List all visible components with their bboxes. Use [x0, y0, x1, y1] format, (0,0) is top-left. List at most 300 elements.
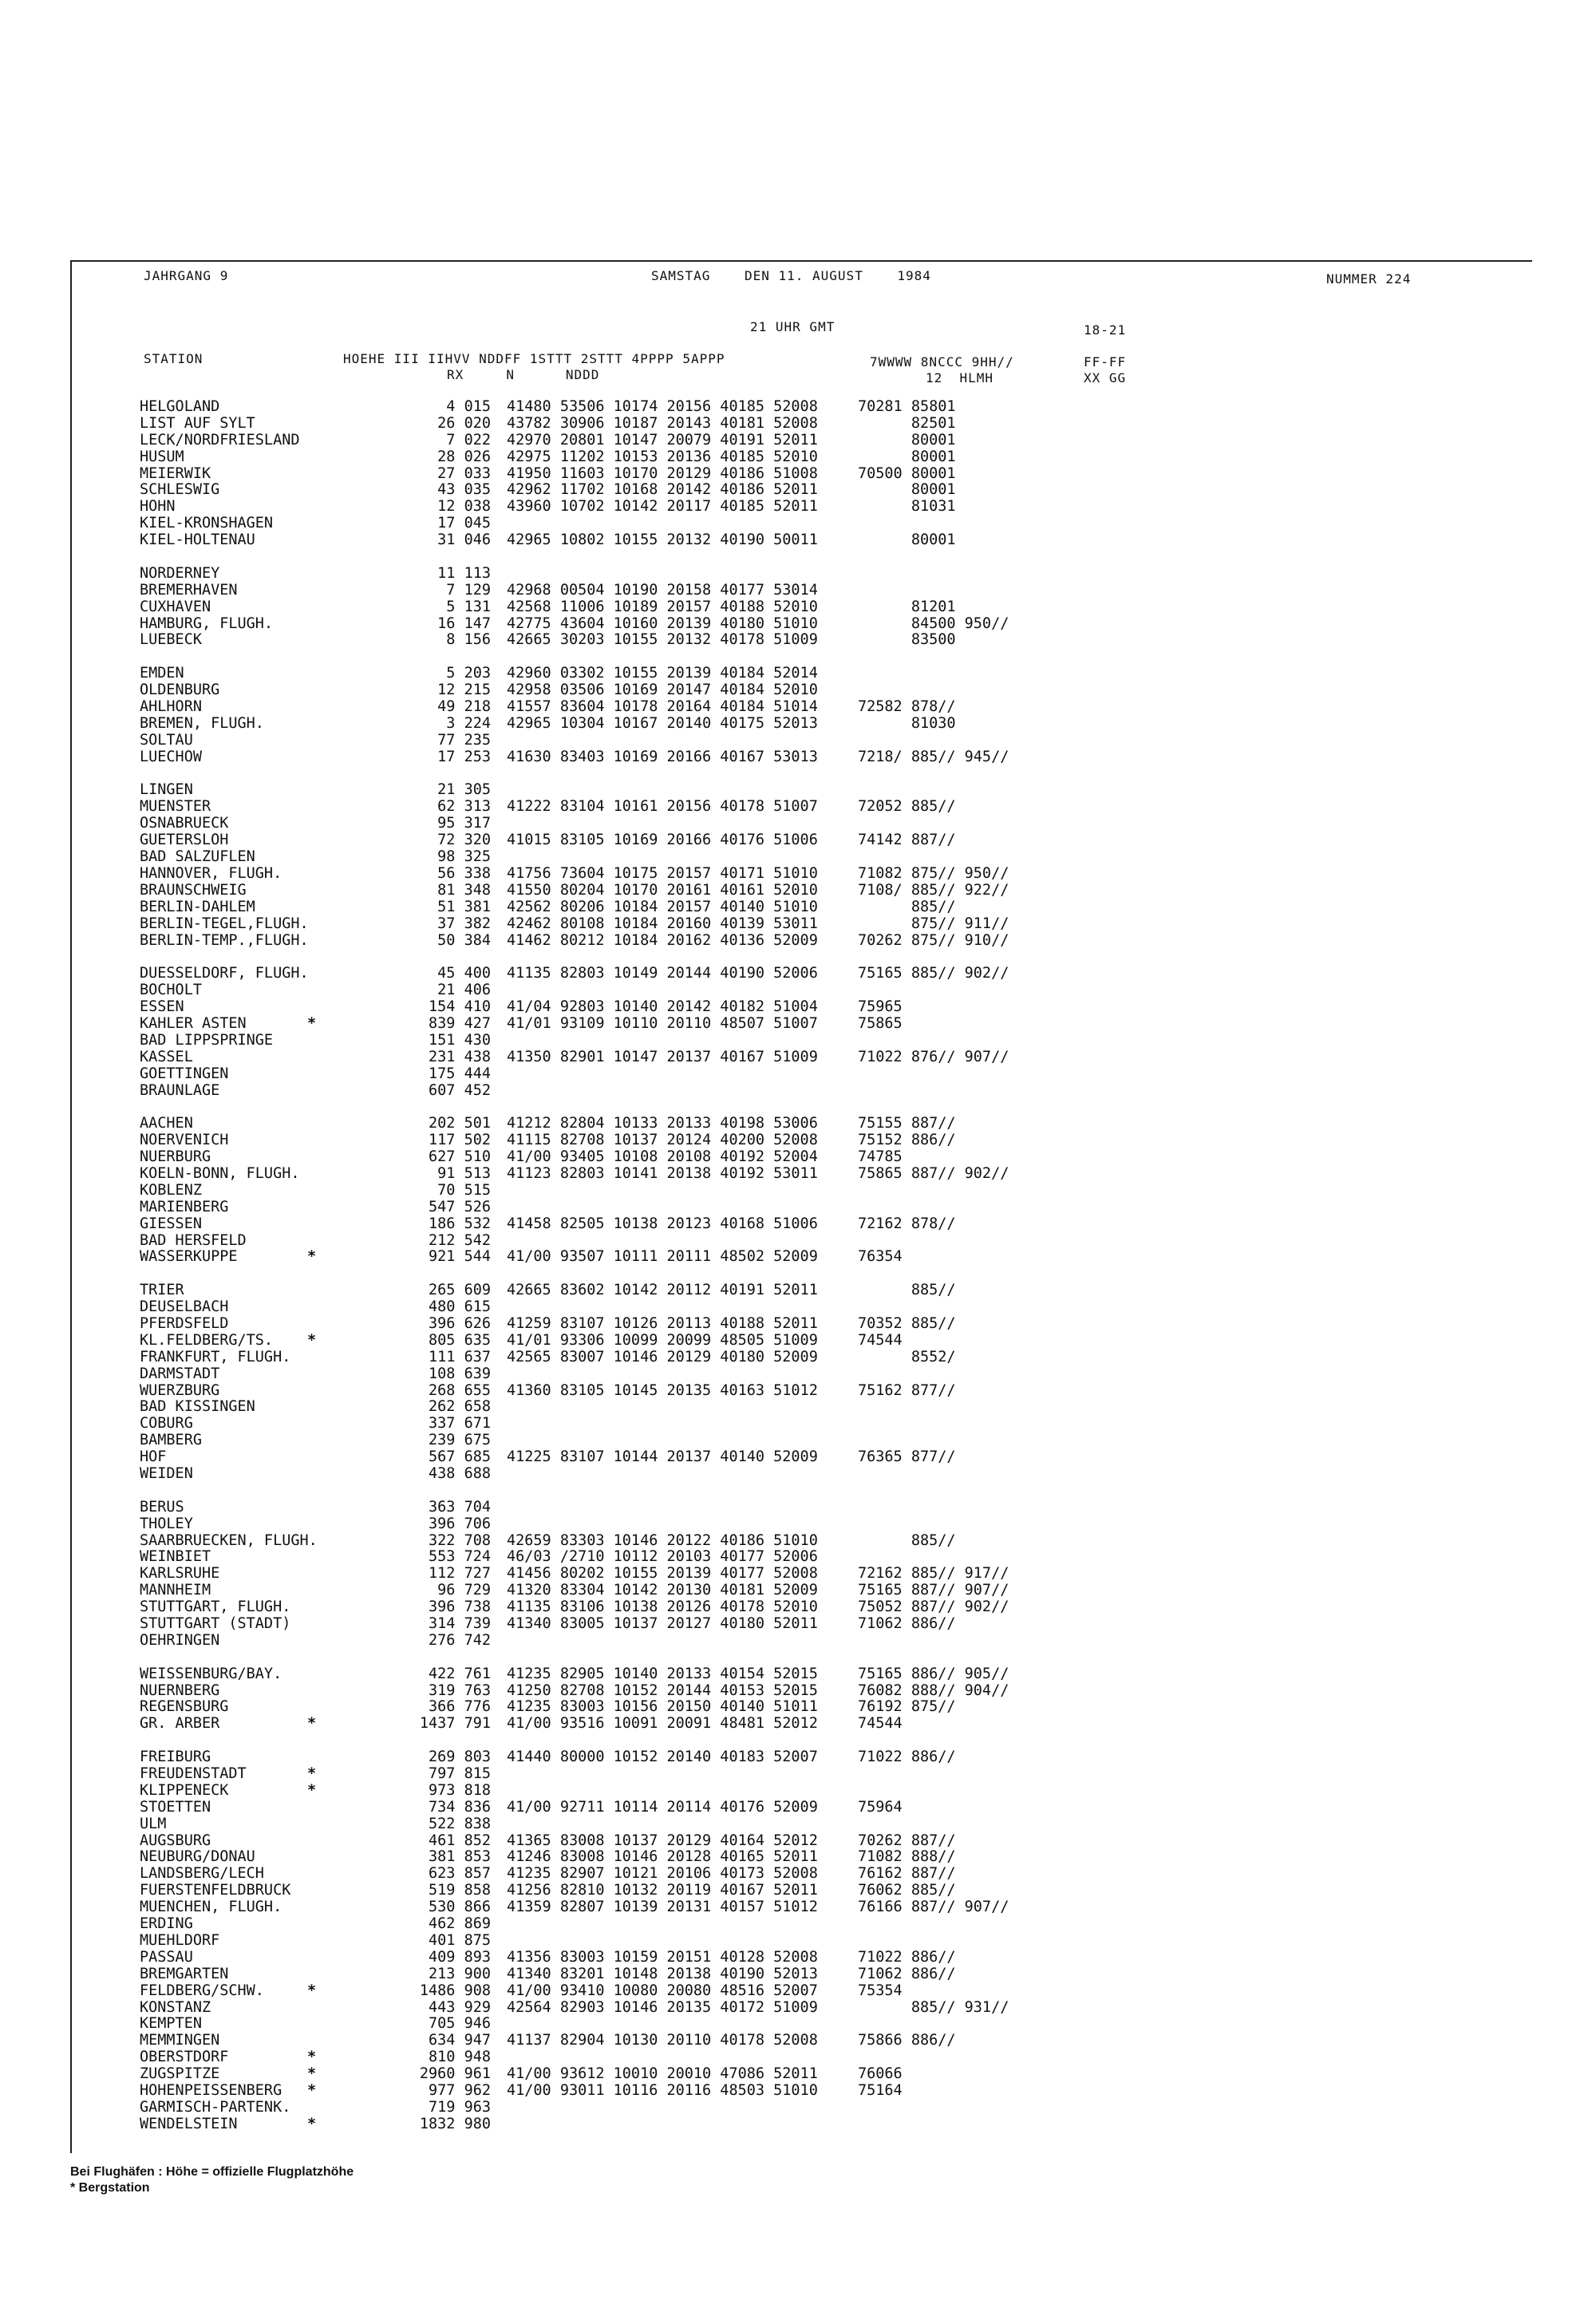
- extra-groups: 80001: [858, 481, 956, 499]
- station-height-and-number: 265 609: [429, 1282, 491, 1299]
- station-height-and-number: 151 430: [429, 1031, 491, 1049]
- station-height-and-number: 337 671: [429, 1415, 491, 1433]
- synop-groups: 41320 83304 10142 20130 40181 52009: [507, 1582, 818, 1599]
- extra-groups: 75865: [858, 1014, 903, 1032]
- station-height-and-number: 7 022: [446, 431, 491, 449]
- extra-groups: 70281 85801: [858, 398, 956, 415]
- station-name: HOHENPEISSENBERG: [140, 2081, 282, 2099]
- extra-groups: 74544: [858, 1715, 903, 1733]
- synop-groups: 42960 03302 10155 20139 40184 52014: [507, 665, 818, 682]
- station-height-and-number: 26 020: [437, 414, 491, 432]
- extra-groups: 70352 885//: [858, 1314, 956, 1332]
- synop-groups: 46/03 /2710 10112 20103 40177 52006: [507, 1548, 818, 1566]
- station-height-and-number: 11 113: [437, 564, 491, 582]
- issue-number: NUMMER 224: [1326, 271, 1412, 287]
- extra-groups: 71062 886//: [858, 1615, 956, 1633]
- station-name: MEMMINGEN: [140, 2032, 220, 2049]
- synop-groups: 41360 83105 10145 20135 40163 51012: [507, 1381, 818, 1399]
- station-name: NEUBURG/DONAU: [140, 1848, 255, 1866]
- ff-range: 18-21: [1084, 322, 1127, 338]
- extra-groups: 70262 875// 910//: [858, 931, 1009, 949]
- station-height-and-number: 1437 791: [419, 1715, 491, 1733]
- synop-groups: 42564 82903 10146 20135 40172 51009: [507, 1998, 818, 2016]
- extra-groups: 75865 887// 902//: [858, 1164, 1009, 1182]
- synop-groups: 41350 82901 10147 20137 40167 51009: [507, 1048, 818, 1065]
- station-height-and-number: 21 406: [437, 982, 491, 999]
- station-name: KOBLENZ: [140, 1181, 202, 1199]
- station-name: KIEL-HOLTENAU: [140, 532, 255, 549]
- synop-groups: 41135 83106 10138 20126 40178 52010: [507, 1599, 818, 1616]
- synop-groups: 41123 82803 10141 20138 40192 53011: [507, 1164, 818, 1182]
- station-height-and-number: 5 131: [446, 598, 491, 615]
- station-height-and-number: 519 858: [429, 1882, 491, 1899]
- extra-groups: 76066: [858, 2065, 903, 2083]
- station-height-and-number: 239 675: [429, 1432, 491, 1449]
- station-height-and-number: 77 235: [437, 731, 491, 749]
- station-name: MUENCHEN, FLUGH.: [140, 1899, 282, 1916]
- station-height-and-number: 4 015: [446, 398, 491, 415]
- station-height-and-number: 396 706: [429, 1515, 491, 1532]
- station-height-and-number: 21 305: [437, 781, 491, 799]
- station-height-and-number: 72 320: [437, 832, 491, 849]
- extra-groups: 75354: [858, 1982, 903, 1999]
- synop-groups: 41356 83003 10159 20151 40128 52008: [507, 1948, 818, 1966]
- synop-groups: 42562 80206 10184 20157 40140 51010: [507, 898, 818, 915]
- station-name: FREIBURG: [140, 1749, 211, 1766]
- date-label: SAMSTAG DEN 11. AUGUST 1984: [651, 268, 931, 283]
- station-name: LINGEN: [140, 781, 193, 799]
- station-height-and-number: 805 635: [429, 1331, 491, 1349]
- column-main-header: HOEHE III IIHVV NDDFF 1STTT 2STTT 4PPPP 5APPP: [343, 351, 725, 366]
- mountain-station-marker: *: [307, 1765, 317, 1783]
- synop-groups: 41235 83003 10156 20150 40140 51011: [507, 1698, 818, 1716]
- station-name: WEISSENBURG/BAY.: [140, 1665, 282, 1682]
- station-name: PFERDSFELD: [140, 1314, 229, 1332]
- station-height-and-number: 2960 961: [419, 2065, 491, 2083]
- station-name: ERDING: [140, 1915, 193, 1933]
- extra-groups: 72052 885//: [858, 798, 956, 816]
- station-name: GARMISCH-PARTENK.: [140, 2098, 291, 2116]
- station-height-and-number: 268 655: [429, 1381, 491, 1399]
- station-height-and-number: 262 658: [429, 1398, 491, 1416]
- synop-groups: 41135 82803 10149 20144 40190 52006: [507, 965, 818, 982]
- station-name: HOF: [140, 1448, 167, 1466]
- station-name: NUERNBERG: [140, 1682, 220, 1699]
- synop-groups: 41359 82807 10139 20131 40157 51012: [507, 1899, 818, 1916]
- station-name: KASSEL: [140, 1048, 193, 1065]
- extra-groups: 76365 877//: [858, 1448, 956, 1466]
- station-name: KOELN-BONN, FLUGH.: [140, 1164, 300, 1182]
- synop-groups: 42975 11202 10153 20136 40185 52010: [507, 448, 818, 465]
- extra-groups: 75165 887// 907//: [858, 1582, 1009, 1599]
- extra-groups: 80001: [858, 431, 956, 449]
- station-height-and-number: 634 947: [429, 2032, 491, 2049]
- station-name: OLDENBURG: [140, 682, 220, 699]
- station-name: HELGOLAND: [140, 398, 220, 415]
- station-name: BERLIN-TEMP.,FLUGH.: [140, 931, 309, 949]
- synop-groups: 41/01 93109 10110 20110 48507 51007: [507, 1014, 818, 1032]
- station-name: GIESSEN: [140, 1215, 202, 1232]
- synop-groups: 41246 83008 10146 20128 40165 52011: [507, 1848, 818, 1866]
- station-name: MUENSTER: [140, 798, 211, 816]
- extra-groups: 81031: [858, 498, 956, 516]
- station-name: KARLSRUHE: [140, 1565, 220, 1583]
- column-station-header: STATION: [144, 351, 203, 366]
- jahrgang-label: JAHRGANG 9: [144, 268, 229, 283]
- station-height-and-number: 461 852: [429, 1832, 491, 1849]
- extra-groups: 72582 878//: [858, 698, 956, 716]
- synop-groups: 42659 83303 10146 20122 40186 51010: [507, 1531, 818, 1549]
- station-height-and-number: 154 410: [429, 998, 491, 1016]
- extra-groups: 75152 886//: [858, 1132, 956, 1149]
- station-height-and-number: 1486 908: [419, 1982, 491, 1999]
- footnote-airport-height: Bei Flughäfen : Höhe = offizielle Flugplatzhöhe: [70, 2165, 354, 2179]
- synop-groups: 41630 83403 10169 20166 40167 53013: [507, 748, 818, 765]
- extra-groups: 75052 887// 902//: [858, 1599, 1009, 1616]
- station-height-and-number: 43 035: [437, 481, 491, 499]
- station-name: WENDELSTEIN: [140, 2115, 238, 2132]
- station-name: AACHEN: [140, 1115, 193, 1132]
- station-height-and-number: 45 400: [437, 965, 491, 982]
- station-height-and-number: 607 452: [429, 1081, 491, 1099]
- station-height-and-number: 12 038: [437, 498, 491, 516]
- mountain-station-marker: *: [307, 1781, 317, 1799]
- station-height-and-number: 7 129: [446, 581, 491, 599]
- station-height-and-number: 480 615: [429, 1298, 491, 1316]
- station-name: LECK/NORDFRIESLAND: [140, 431, 300, 449]
- station-height-and-number: 797 815: [429, 1765, 491, 1783]
- station-name: DEUSELBACH: [140, 1298, 229, 1316]
- station-height-and-number: 62 313: [437, 798, 491, 816]
- synop-groups: 41/04 92803 10140 20142 40182 51004: [507, 998, 818, 1016]
- station-height-and-number: 396 626: [429, 1314, 491, 1332]
- station-height-and-number: 921 544: [429, 1248, 491, 1266]
- station-height-and-number: 175 444: [429, 1065, 491, 1082]
- station-height-and-number: 977 962: [429, 2081, 491, 2099]
- synop-groups: 41250 82708 10152 20144 40153 52015: [507, 1682, 818, 1699]
- extra-groups: 8552/: [858, 1348, 956, 1365]
- station-name: NOERVENICH: [140, 1132, 229, 1149]
- synop-groups: 42958 03506 10169 20147 40184 52010: [507, 682, 818, 699]
- station-height-and-number: 213 900: [429, 1965, 491, 1982]
- station-name: STUTTGART (STADT): [140, 1615, 291, 1633]
- extra-groups: 71062 886//: [858, 1965, 956, 1982]
- station-name: BREMEN, FLUGH.: [140, 714, 264, 732]
- station-name: DUESSELDORF, FLUGH.: [140, 965, 309, 982]
- station-height-and-number: 186 532: [429, 1215, 491, 1232]
- extra-groups: 885//: [858, 898, 956, 915]
- station-name: STOETTEN: [140, 1798, 211, 1816]
- station-height-and-number: 314 739: [429, 1615, 491, 1633]
- station-name: OEHRINGEN: [140, 1631, 220, 1649]
- extra-groups: 80001: [858, 448, 956, 465]
- station-height-and-number: 81 348: [437, 881, 491, 899]
- station-height-and-number: 734 836: [429, 1798, 491, 1816]
- extra-groups: 75164: [858, 2081, 903, 2099]
- station-name: DARMSTADT: [140, 1365, 220, 1382]
- column-ff-header: FF-FF: [1084, 354, 1127, 370]
- station-name: ZUGSPITZE: [140, 2065, 220, 2083]
- station-height-and-number: 117 502: [429, 1132, 491, 1149]
- station-height-and-number: 112 727: [429, 1565, 491, 1583]
- station-height-and-number: 810 948: [429, 2049, 491, 2066]
- station-name: NUERBURG: [140, 1148, 211, 1166]
- synop-groups: 43960 10702 10142 20117 40185 52011: [507, 498, 818, 516]
- station-name: MARIENBERG: [140, 1198, 229, 1215]
- extra-groups: 80001: [858, 532, 956, 549]
- station-name: WASSERKUPPE: [140, 1248, 238, 1266]
- synop-groups: 41/00 92711 10114 20114 40176 52009: [507, 1798, 818, 1816]
- station-height-and-number: 108 639: [429, 1365, 491, 1382]
- extra-groups: 74142 887//: [858, 832, 956, 849]
- synop-groups: 41458 82505 10138 20123 40168 51006: [507, 1215, 818, 1232]
- station-height-and-number: 839 427: [429, 1014, 491, 1032]
- station-name: GR. ARBER: [140, 1715, 220, 1733]
- station-height-and-number: 17 045: [437, 515, 491, 532]
- synop-groups: 42565 83007 10146 20129 40180 52009: [507, 1348, 818, 1365]
- extra-groups: 71022 886//: [858, 1749, 956, 1766]
- station-name: WEIDEN: [140, 1465, 193, 1482]
- station-name: GUETERSLOH: [140, 832, 229, 849]
- synop-groups: 41/00 93410 10080 20080 48516 52007: [507, 1982, 818, 1999]
- station-height-and-number: 98 325: [437, 848, 491, 866]
- synop-groups: 41235 82907 10121 20106 40173 52008: [507, 1865, 818, 1883]
- synop-groups: 41/00 93507 10111 20111 48502 52009: [507, 1248, 818, 1266]
- station-height-and-number: 973 818: [429, 1781, 491, 1799]
- station-name: LUEBECK: [140, 631, 202, 649]
- station-name: KONSTANZ: [140, 1998, 211, 2016]
- synop-groups: 41212 82804 10133 20133 40198 53006: [507, 1115, 818, 1132]
- synop-groups: 41440 80000 10152 20140 40183 52007: [507, 1749, 818, 1766]
- station-name: AHLHORN: [140, 698, 202, 716]
- station-height-and-number: 401 875: [429, 1931, 491, 1949]
- mountain-station-marker: *: [307, 2065, 317, 2083]
- station-height-and-number: 28 026: [437, 448, 491, 465]
- synop-groups: 41225 83107 10144 20137 40140 52009: [507, 1448, 818, 1466]
- synop-groups: 41365 83008 10137 20129 40164 52012: [507, 1832, 818, 1849]
- station-height-and-number: 12 215: [437, 682, 491, 699]
- extra-groups: 76082 888// 904//: [858, 1682, 1009, 1699]
- mountain-station-marker: *: [307, 1248, 317, 1266]
- station-name: BRAUNSCHWEIG: [140, 881, 247, 899]
- synop-groups: 41256 82810 10132 20119 40167 52011: [507, 1882, 818, 1899]
- extra-groups: 74785: [858, 1148, 903, 1166]
- synop-groups: 42965 10802 10155 20132 40190 50011: [507, 532, 818, 549]
- synop-groups: 41340 83201 10148 20138 40190 52013: [507, 1965, 818, 1982]
- station-height-and-number: 269 803: [429, 1749, 491, 1766]
- column-ff-subheader: XX GG: [1084, 370, 1127, 385]
- extra-groups: 75165 886// 905//: [858, 1665, 1009, 1682]
- column-ext-subheader: 12 HLMH: [926, 370, 994, 385]
- mountain-station-marker: *: [307, 2049, 317, 2066]
- station-height-and-number: 1832 980: [419, 2115, 491, 2132]
- station-name: GOETTINGEN: [140, 1065, 229, 1082]
- station-name: HOHN: [140, 498, 176, 516]
- station-height-and-number: 16 147: [437, 615, 491, 632]
- synop-groups: 41/00 93011 10116 20116 48503 51010: [507, 2081, 818, 2099]
- station-name: KEMPTEN: [140, 2015, 202, 2033]
- station-name: BAD HERSFELD: [140, 1231, 247, 1249]
- synop-groups: 41137 82904 10130 20110 40178 52008: [507, 2032, 818, 2049]
- synop-groups: 42968 00504 10190 20158 40177 53014: [507, 581, 818, 599]
- station-height-and-number: 381 853: [429, 1848, 491, 1866]
- station-name: BAD SALZUFLEN: [140, 848, 255, 866]
- extra-groups: 72162 885// 917//: [858, 1565, 1009, 1583]
- station-name: SOLTAU: [140, 731, 193, 749]
- synop-groups: 41550 80204 10170 20161 40161 52010: [507, 881, 818, 899]
- station-name: THOLEY: [140, 1515, 193, 1532]
- station-name: LANDSBERG/LECH: [140, 1865, 264, 1883]
- station-height-and-number: 8 156: [446, 631, 491, 649]
- extra-groups: 7108/ 885// 922//: [858, 881, 1009, 899]
- station-height-and-number: 422 761: [429, 1665, 491, 1682]
- extra-groups: 74544: [858, 1331, 903, 1349]
- extra-groups: 82501: [858, 414, 956, 432]
- station-name: FELDBERG/SCHW.: [140, 1982, 264, 1999]
- station-name: PASSAU: [140, 1948, 193, 1966]
- extra-groups: 76354: [858, 1248, 903, 1266]
- station-name: LIST AUF SYLT: [140, 414, 255, 432]
- station-height-and-number: 212 542: [429, 1231, 491, 1249]
- station-name: STUTTGART, FLUGH.: [140, 1599, 291, 1616]
- station-name: OBERSTDORF: [140, 2049, 229, 2066]
- synop-groups: 41/00 93516 10091 20091 48481 52012: [507, 1715, 818, 1733]
- station-height-and-number: 705 946: [429, 2015, 491, 2033]
- extra-groups: 75165 885// 902//: [858, 965, 1009, 982]
- synop-groups: 41222 83104 10161 20156 40178 51007: [507, 798, 818, 816]
- station-name: BAD LIPPSPRINGE: [140, 1031, 274, 1049]
- synop-groups: 41/00 93405 10108 20108 40192 52004: [507, 1148, 818, 1166]
- synop-groups: 42568 11006 10189 20157 40188 52010: [507, 598, 818, 615]
- station-name: BOCHOLT: [140, 982, 202, 999]
- synop-groups: 41756 73604 10175 20157 40171 51010: [507, 864, 818, 882]
- extra-groups: 75964: [858, 1798, 903, 1816]
- footnote-mountain-station: * Bergstation: [70, 2181, 150, 2195]
- station-height-and-number: 567 685: [429, 1448, 491, 1466]
- station-height-and-number: 27 033: [437, 464, 491, 482]
- station-height-and-number: 530 866: [429, 1899, 491, 1916]
- station-height-and-number: 522 838: [429, 1815, 491, 1832]
- station-name: BERUS: [140, 1498, 184, 1516]
- synop-groups: 42965 10304 10167 20140 40175 52013: [507, 714, 818, 732]
- extra-groups: 81030: [858, 714, 956, 732]
- station-name: BRAUNLAGE: [140, 1081, 220, 1099]
- station-name: OSNABRUECK: [140, 815, 229, 832]
- station-name: BREMERHAVEN: [140, 581, 238, 599]
- station-name: HUSUM: [140, 448, 184, 465]
- station-name: FREUDENSTADT: [140, 1765, 247, 1783]
- synop-groups: 41/01 93306 10099 20099 48505 51009: [507, 1331, 818, 1349]
- synop-groups: 42962 11702 10168 20142 40186 52011: [507, 481, 818, 499]
- synop-groups: 41235 82905 10140 20133 40154 52015: [507, 1665, 818, 1682]
- station-height-and-number: 37 382: [437, 915, 491, 932]
- station-name: BAMBERG: [140, 1432, 202, 1449]
- station-name: FRANKFURT, FLUGH.: [140, 1348, 291, 1365]
- station-height-and-number: 111 637: [429, 1348, 491, 1365]
- station-height-and-number: 322 708: [429, 1531, 491, 1549]
- mountain-station-marker: *: [307, 2115, 317, 2132]
- station-height-and-number: 396 738: [429, 1599, 491, 1616]
- station-height-and-number: 50 384: [437, 931, 491, 949]
- station-height-and-number: 17 253: [437, 748, 491, 765]
- station-height-and-number: 3 224: [446, 714, 491, 732]
- mountain-station-marker: *: [307, 1715, 317, 1733]
- mountain-station-marker: *: [307, 1982, 317, 1999]
- extra-groups: 75965: [858, 998, 903, 1016]
- station-name: MANNHEIM: [140, 1582, 211, 1599]
- station-height-and-number: 363 704: [429, 1498, 491, 1516]
- station-name: HANNOVER, FLUGH.: [140, 864, 282, 882]
- synop-groups: 41340 83005 10137 20127 40180 52011: [507, 1615, 818, 1633]
- station-height-and-number: 547 526: [429, 1198, 491, 1215]
- station-name: KLIPPENECK: [140, 1781, 229, 1799]
- extra-groups: 885// 931//: [858, 1998, 1009, 2016]
- station-name: LUECHOW: [140, 748, 202, 765]
- extra-groups: 885//: [858, 1282, 956, 1299]
- station-name: NORDERNEY: [140, 564, 220, 582]
- station-height-and-number: 202 501: [429, 1115, 491, 1132]
- station-name: REGENSBURG: [140, 1698, 229, 1716]
- station-height-and-number: 462 869: [429, 1915, 491, 1933]
- station-height-and-number: 438 688: [429, 1465, 491, 1482]
- station-height-and-number: 276 742: [429, 1631, 491, 1649]
- extra-groups: 7218/ 885// 945//: [858, 748, 1009, 765]
- station-height-and-number: 623 857: [429, 1865, 491, 1883]
- station-height-and-number: 56 338: [437, 864, 491, 882]
- extra-groups: 71082 888//: [858, 1848, 956, 1866]
- footnotes: [70, 2164, 354, 2196]
- station-height-and-number: 70 515: [437, 1181, 491, 1199]
- synop-groups: 41/00 93612 10010 20010 47086 52011: [507, 2065, 818, 2083]
- mountain-station-marker: *: [307, 2081, 317, 2099]
- station-name: TRIER: [140, 1282, 184, 1299]
- extra-groups: 83500: [858, 631, 956, 649]
- station-name: SCHLESWIG: [140, 481, 220, 499]
- station-height-and-number: 366 776: [429, 1698, 491, 1716]
- station-name: MEIERWIK: [140, 464, 211, 482]
- station-height-and-number: 627 510: [429, 1148, 491, 1166]
- extra-groups: 81201: [858, 598, 956, 615]
- synop-groups: 41015 83105 10169 20166 40176 51006: [507, 832, 818, 849]
- station-height-and-number: 409 893: [429, 1948, 491, 1966]
- extra-groups: 75162 877//: [858, 1381, 956, 1399]
- station-height-and-number: 95 317: [437, 815, 491, 832]
- column-ext-header: 7WWWW 8NCCC 9HH//: [870, 354, 1014, 370]
- extra-groups: 76166 887// 907//: [858, 1899, 1009, 1916]
- observation-time: 21 UHR GMT: [750, 319, 836, 334]
- station-height-and-number: 231 438: [429, 1048, 491, 1065]
- synop-groups: 42970 20801 10147 20079 40191 52011: [507, 431, 818, 449]
- station-height-and-number: 96 729: [437, 1582, 491, 1599]
- synop-groups: 41259 83107 10126 20113 40188 52011: [507, 1314, 818, 1332]
- extra-groups: 76192 875//: [858, 1698, 956, 1716]
- station-name: ESSEN: [140, 998, 184, 1016]
- station-name: KL.FELDBERG/TS.: [140, 1331, 274, 1349]
- synop-groups: 41456 80202 10155 20139 40177 52008: [507, 1565, 818, 1583]
- station-height-and-number: 51 381: [437, 898, 491, 915]
- extra-groups: 71082 875// 950//: [858, 864, 1009, 882]
- extra-groups: 72162 878//: [858, 1215, 956, 1232]
- station-name: WEINBIET: [140, 1548, 211, 1566]
- extra-groups: 84500 950//: [858, 615, 1009, 632]
- station-height-and-number: 49 218: [437, 698, 491, 716]
- column-main-subheader: RX N NDDD: [447, 367, 600, 382]
- synop-groups: 41115 82708 10137 20124 40200 52008: [507, 1132, 818, 1149]
- extra-groups: 70262 887//: [858, 1832, 956, 1849]
- synop-groups: 42775 43604 10160 20139 40180 51010: [507, 615, 818, 632]
- station-name: BERLIN-DAHLEM: [140, 898, 255, 915]
- station-height-and-number: 719 963: [429, 2098, 491, 2116]
